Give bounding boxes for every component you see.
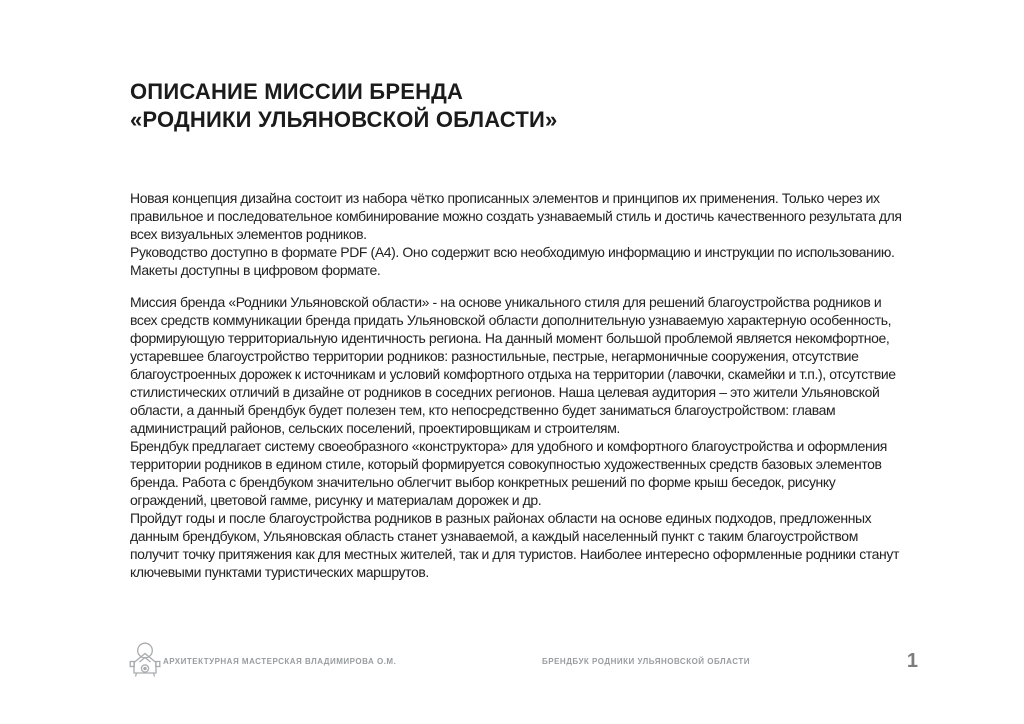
- paragraph: Миссия бренда «Родники Ульяновской области» - на основе уникального стиля для решений благоустройства родников и всех средств коммуникации бренда придать Ульяновской области дополнительную узнаваемую характерную особенность, формирующую территориальную идентичность региона. На данный момент большой проблемой является некомфортное, устаревшее благоустройство территории родников: разностильные, пестрые, негармоничные сооружения, отсутствие благоустроенных дорожек к источникам и условий комфортного отдыха на территории (лавочки, скамейки и т.п.), отсутствие стилистических отличий в дизайне от родников в соседних регионов. Наша целевая аудитория – это жители Ульяновской области, а данный брендбук будет полезен тем, кто непосредственно будет заниматься благоустройством: главам администраций районов, сельских поселений, проектировщикам и строителям.: [130, 294, 896, 436]
- gazebo-spring-logo-icon: [129, 642, 161, 678]
- page-title: [130, 78, 557, 134]
- paragraph: Руководство доступно в формате PDF (А4). Оно содержит всю необходимую информацию и инструкции по использованию.: [130, 244, 895, 260]
- mission-paragraphs: [130, 293, 907, 581]
- footer-studio-name: АРХИТЕКТУРНАЯ МАСТЕРСКАЯ ВЛАДИМИРОВА О.М.: [163, 657, 397, 666]
- paragraph: Макеты доступны в цифровом формате.: [130, 262, 381, 278]
- page-title-line-1: ОПИСАНИЕ МИССИИ БРЕНДА: [130, 79, 464, 104]
- footer-document-title: БРЕНДБУК РОДНИКИ УЛЬЯНОВСКОЙ ОБЛАСТИ: [542, 657, 750, 666]
- paragraph: Пройдут годы и после благоустройства родников в разных районах области на основе единых подходов, предложенных данным брендбуком, Ульяновская область станет узнаваемой, а каждый населенный пункт с таким благоустройством получит точку притяжения как для местных жителей, так и для туристов. Наиболее интересно оформленные родники станут ключевыми пунктами туристических маршрутов.: [130, 510, 899, 580]
- page-title-line-2: «РОДНИКИ УЛЬЯНОВСКОЙ ОБЛАСТИ»: [130, 107, 558, 132]
- paragraph: Новая концепция дизайна состоит из набора чётко прописанных элементов и принципов их применения. Только через их правильное и последовательное комбинирование можно создать узнаваемый стиль и достичь качественного результата для всех визуальных элементов родников.: [130, 190, 902, 242]
- page-number: 1: [906, 650, 918, 672]
- body-text: [130, 189, 907, 581]
- paragraph: Брендбук предлагает систему своеобразного «конструктора» для удобного и комфортного благоустройства и оформления территории родников в едином стиле, который формируется совокупностью художественных средств базовых элементов бренда. Работа с брендбуком значительно облегчит выбор конкретных решений по форме крыш беседок, рисунку ограждений, цветовой гамме, рисунку и материалам дорожек и др.: [130, 438, 887, 508]
- intro-paragraphs: [130, 189, 907, 279]
